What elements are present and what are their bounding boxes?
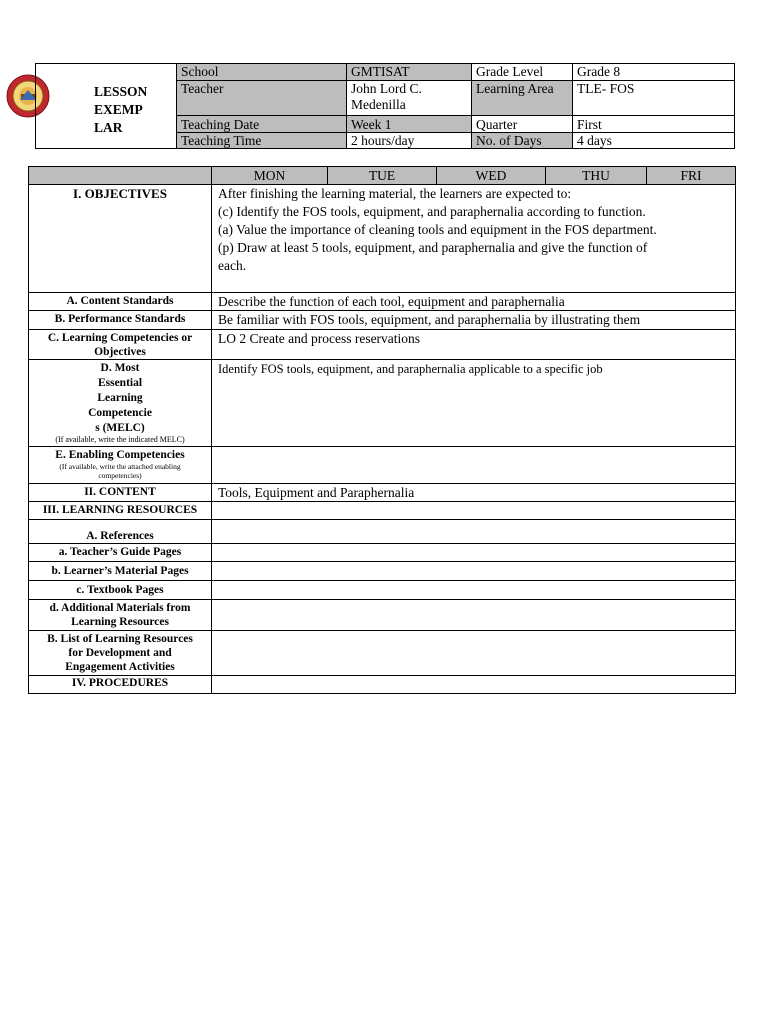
school-value: GMTISAT [346,63,472,81]
objectives-line: After finishing the learning material, the learners are expected to: [218,186,572,201]
content-standards-label: A. Content Standards [28,292,212,311]
additional-label: d. Additional Materials from Learning Resources [28,599,212,631]
procedures-value [211,675,736,694]
resources-label: III. LEARNING RESOURCES [28,501,212,520]
performance-standards-label: B. Performance Standards [28,310,212,330]
textbook-label: c. Textbook Pages [28,580,212,600]
competencies-value: LO 2 Create and process reservations [211,329,736,360]
enabling-label: E. Enabling Competencies (If available, write the attached enabling competencies) [28,446,212,484]
list-value [211,630,736,676]
procedures-label: IV. PROCEDURES [28,675,212,694]
objectives-line: (p) Draw at least 5 tools, equipment, and paraphernalia and give the function of [218,240,648,255]
learning-area-label: Learning Area [471,80,573,116]
enabling-value [211,446,736,484]
lm-value [211,561,736,581]
no-of-days-value: 4 days [572,132,735,149]
title-line-1: LESSON [94,84,148,99]
no-of-days-label: No. of Days [471,132,573,149]
melc-value: Identify FOS tools, equipment, and paraphernalia applicable to a specific job [211,359,736,447]
objectives-label-cell [28,184,212,293]
header-title-box [35,63,177,149]
objectives-line: (c) Identify the FOS tools, equipment, and paraphernalia according to function. [218,204,646,219]
teacher-value: John Lord C. Medenilla [346,80,472,116]
objectives-line: each. [218,258,247,273]
textbook-value [211,580,736,600]
content-label: II. CONTENT [28,483,212,502]
teaching-time-value: 2 hours/day [346,132,472,149]
additional-value [211,599,736,631]
day-thu: THU [545,166,647,185]
day-fri: FRI [646,166,736,185]
learning-area-value: TLE- FOS [572,80,735,116]
objectives-line: (a) Value the importance of cleaning tools and equipment in the FOS department. [218,222,657,237]
day-wed: WED [436,166,546,185]
content-standards-value: Describe the function of each tool, equipment and paraphernalia [211,292,736,311]
resources-value [211,501,736,520]
teaching-time-label: Teaching Time [176,132,347,149]
content-value: Tools, Equipment and Paraphernalia [211,483,736,502]
quarter-value: First [572,115,735,133]
grade-level-value: Grade 8 [572,63,735,81]
list-label: B. List of Learning Resources for Development and Engagement Activities [28,630,212,676]
objectives-content [211,184,736,293]
teaching-date-label: Teaching Date [176,115,347,133]
days-header-blank [28,166,212,185]
competencies-label: C. Learning Competencies or Objectives [28,329,212,360]
day-mon: MON [211,166,328,185]
references-label: A. References [28,519,212,544]
performance-standards-value: Be familiar with FOS tools, equipment, and paraphernalia by illustrating them [211,310,736,330]
school-label: School [176,63,347,81]
tg-label: a. Teacher’s Guide Pages [28,543,212,562]
melc-label: D. Most Essential Learning Competencie s (MELC) (If available, write the indicated MELC) [28,359,212,447]
melc-note: (If available, write the indicated MELC) [55,435,185,444]
lm-label: b. Learner’s Material Pages [28,561,212,581]
references-value [211,519,736,544]
day-tue: TUE [327,166,437,185]
objectives-label: I. OBJECTIVES [73,186,167,201]
title-line-3: LAR [94,120,123,135]
tg-value [211,543,736,562]
title-line-2: EXEMP [94,102,143,117]
grade-level-label: Grade Level [471,63,573,81]
teaching-date-value: Week 1 [346,115,472,133]
quarter-label: Quarter [471,115,573,133]
teacher-label: Teacher [176,80,347,116]
